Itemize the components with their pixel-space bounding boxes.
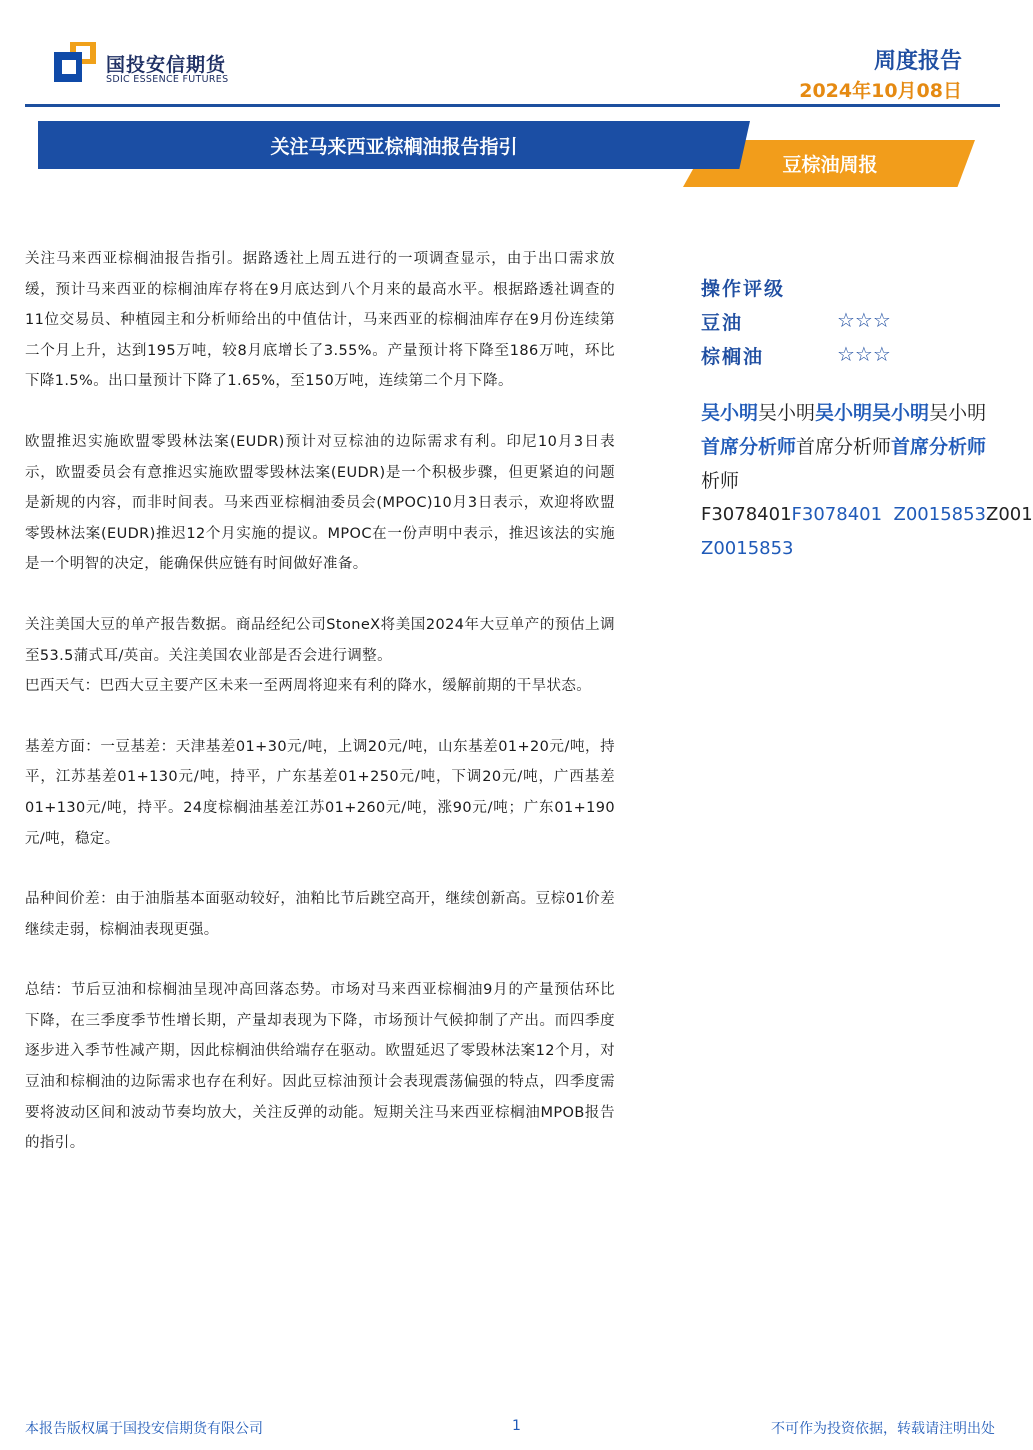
analyst-title-tail: 析师 <box>701 470 740 492</box>
paragraph-eudr: 欧盟推迟实施欧盟零毁林法案(EUDR)预计对豆棕油的边际需求有利。印尼10月3日表示，欧盟委员会有意推迟实施欧盟零毁林法案(EUDR)是一个积极步骤，但更紧迫的问题是新规的内容，而非时间表。马来西亚棕榈油委员会(MPOC)10月3日表示，欢迎将欧盟零毁林法案(EUDR)推迟12个月实施的提议。MPOC在一份声明中表示，推迟该法的实施是一个明智的决定，能确保供应链有时间做好准备。 <box>25 433 615 573</box>
rating-row-soyoil <box>701 308 1025 342</box>
license-number: F3078401 <box>791 504 883 525</box>
analyst-title: 首席分析师 <box>701 436 797 458</box>
rating-name: 豆油 <box>701 312 744 334</box>
paragraph-us-soy: 关注美国大豆的单产报告数据。商品经纪公司StoneX将美国2024年大豆单产的预估上调至53.5蒲式耳/英亩。关注美国农业部是否会进行调整。 <box>25 616 615 664</box>
page-number: 1 <box>512 1418 521 1434</box>
rating-name: 棕榈油 <box>701 346 765 368</box>
license-number: Z001 <box>986 504 1033 525</box>
report-title: 关注马来西亚棕榈油报告指引 <box>270 136 518 158</box>
license-number: Z0015853 <box>893 504 987 525</box>
logo-blue-inner <box>62 60 76 74</box>
paragraph-basis: 基差方面：一豆基差：天津基差01+30元/吨，上调20元/吨，山东基差01+20元/吨，持平，江苏基差01+130元/吨，持平，广东基差01+250元/吨，下调20元/吨，广西基差01+130元/吨，持平。24度棕榈油基差江苏01+260元/吨，涨90元/吨；广东01+190元/吨，稳定。 <box>25 738 615 847</box>
report-type: 周度报告 <box>873 49 962 74</box>
rating-title: 操作评级 <box>701 278 786 300</box>
license-number: Z0015853 <box>701 538 794 559</box>
analyst-name: 吴小明 <box>758 402 816 424</box>
analyst-title: 首席分析师 <box>891 436 987 458</box>
footer-copyright: 本报告版权属于国投安信期货有限公司 <box>25 1421 263 1437</box>
rating-row-palmoil <box>701 342 1025 376</box>
paragraph-spread: 品种间价差：由于油脂基本面驱动较好，油粕比节后跳空高开，继续创新高。豆棕01价差继续走弱，棕榈油表现更强。 <box>25 891 615 938</box>
footer-disclaimer: 不可作为投资依据，转载请注明出处 <box>771 1421 995 1437</box>
analyst-block <box>701 396 1033 566</box>
analyst-name: 吴小明 <box>701 402 759 424</box>
report-body <box>25 244 615 1189</box>
analyst-name-line <box>701 396 1025 430</box>
header-divider <box>25 104 1000 107</box>
analyst-name: 吴小明 <box>815 402 873 424</box>
brand-name-cn: 国投安信期货 <box>106 54 227 76</box>
analyst-title-line <box>701 430 1025 464</box>
star-rating-icon: ☆☆☆ <box>837 342 891 366</box>
analyst-title: 首席分析师 <box>796 436 892 458</box>
paragraph-summary: 总结：节后豆油和棕榈油呈现冲高回落态势。市场对马来西亚棕榈油9月的产量预估环比下降，在三季度季节性增长期，产量却表现为下降，市场预计气候抑制了产出。而四季度逐步进入季节性减产期，因此棕榈油供给端存在驱动。欧盟延迟了零毁林法案12个月，对豆油和棕榈油的边际需求也存在利好。因此豆棕油预计会表现震荡偏强的特点，四季度需要将波动区间和波动节奏均放大，关注反弹的动能。短期关注马来西亚棕榈油MPOB报告的指引。 <box>25 982 615 1152</box>
star-rating-icon: ☆☆☆ <box>837 308 891 332</box>
paragraph-inventory: 关注马来西亚棕榈油报告指引。据路透社上周五进行的一项调查显示，由于出口需求放缓，预计马来西亚的棕榈油库存将在9月底达到八个月来的最高水平。根据路透社调查的11位交易员、种植园主和分析师给出的中值估计，马来西亚的棕榈油库存在9月份连续第二个月上升，达到195万吨，较8月底增长了3.55%。产量预计将下降至186万吨，环比下降1.5%。出口量预计下降了1.65%，至150万吨，连续第二个月下降。 <box>25 251 615 390</box>
analyst-license-line <box>701 498 1033 532</box>
report-date: 2024年10月08日 <box>799 80 962 102</box>
license-number: F3078401 <box>701 504 792 525</box>
brand-name-en: SDIC ESSENCE FUTURES <box>106 74 229 85</box>
paragraph-brazil-weather: 巴西天气：巴西大豆主要产区未来一至两周将迎来有利的降水，缓解前期的干旱状态。 <box>25 678 592 695</box>
analyst-name: 吴小明 <box>872 402 930 424</box>
category-label: 豆棕油周报 <box>782 154 878 176</box>
company-logo <box>54 42 98 84</box>
sidebar <box>701 274 1033 566</box>
analyst-name: 吴小明 <box>929 402 987 424</box>
